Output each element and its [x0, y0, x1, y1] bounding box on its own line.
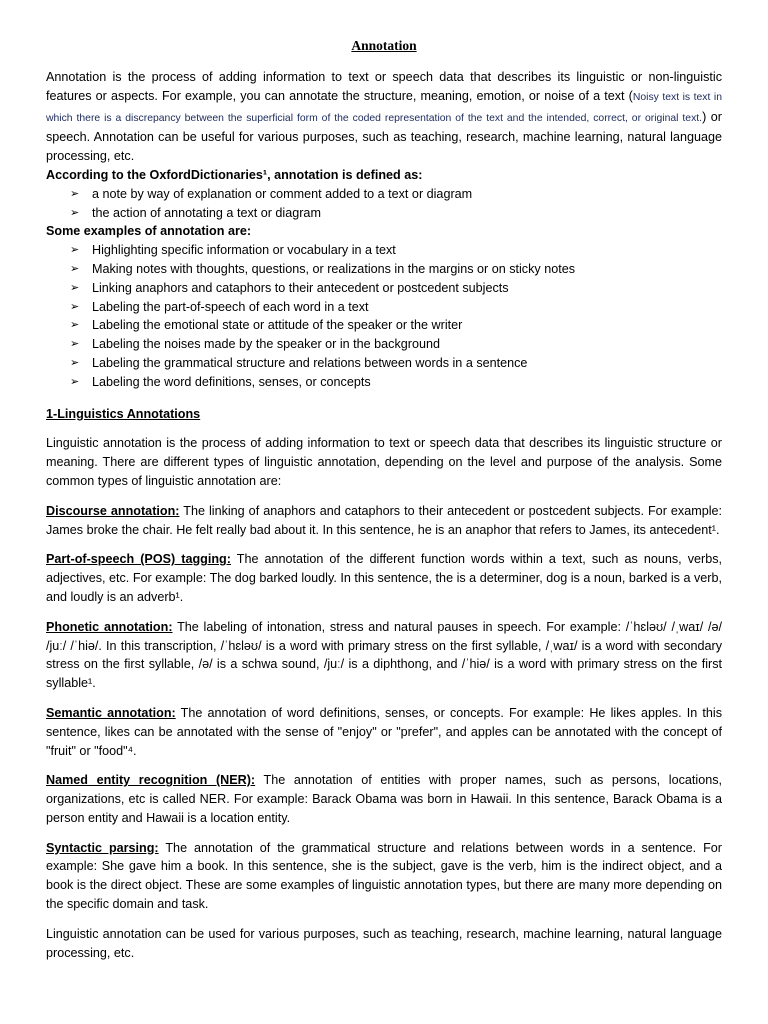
term-named-entity-recognition: Named entity recognition (NER):	[46, 773, 256, 788]
arrow-bullet-icon: ➢	[70, 281, 80, 294]
pos-tagging-paragraph: Part-of-speech (POS) tagging: The annotation of the different function words within a text, such as nouns, verbs, adjectives, etc. For example: The dog barked loudly. In this sentence, the is a determiner, dog is a noun, barked is a verb, and loudly is an adverb¹.	[46, 552, 722, 604]
ner-paragraph: Named entity recognition (NER): The annotation of entities with proper names, such as persons, locations, organizations, etc is called NER. For example: Barack Obama was born in Hawaii. In this sentence, Barack Obama is a person entity and Hawaii is a location entity.	[46, 773, 722, 825]
list-item: ➢ a note by way of explanation or comment added to a text or diagram	[70, 185, 722, 204]
list-item: ➢ Labeling the emotional state or attitude of the speaker or the writer	[70, 316, 722, 335]
definition-list	[46, 185, 722, 223]
list-item: ➢ the action of annotating a text or diagram	[70, 204, 722, 223]
list-item: ➢ Labeling the grammatical structure and relations between words in a sentence	[70, 354, 722, 373]
list-item: ➢ Labeling the part-of-speech of each word in a text	[70, 298, 722, 317]
page-title: Annotation	[351, 38, 417, 53]
examples-list	[46, 241, 722, 391]
phonetic-annotation-paragraph: Phonetic annotation: The labeling of intonation, stress and natural pauses in speech. For example: /ˈhɛləʊ/ /ˌwaɪ/ /ə/ /juː/ /ˈhiə/. In this transcription, /ˈhɛləʊ/ is a word with primary stress on the first syllable, /ˌwaɪ/ is a word with secondary stress on the first syllable, /ə/ is a schwa sound, /juː/ is a diphthong, and /ˈhiə/ is a word with primary stress on the first syllable¹.	[46, 619, 722, 691]
list-item: ➢ Labeling the noises made by the speaker or in the background	[70, 335, 722, 354]
intro-text-1: Annotation is the process of adding information to text or speech data that describes its linguistic or non-linguistic features or aspects. For example, you can annotate the structure, meaning, emotion, or noise of a text (	[46, 70, 722, 103]
arrow-bullet-icon: ➢	[70, 319, 80, 332]
discourse-annotation-paragraph: Discourse annotation: The linking of anaphors and cataphors to their antecedent or postcedent subjects. For example: James broke the chair. He felt really bad about it. In this sentence, he is an anaphor that refers to James, its antecedent¹.	[46, 503, 722, 537]
arrow-bullet-icon: ➢	[70, 262, 80, 275]
intro-text-2: ) or speech. Annotation can be useful for various purposes, such as teaching, research, machine learning, natural language processing, etc.	[46, 109, 722, 164]
list-item: ➢ Linking anaphors and cataphors to their antecedent or postcedent subjects	[70, 279, 722, 298]
arrow-bullet-icon: ➢	[70, 206, 80, 219]
arrow-bullet-icon: ➢	[70, 375, 80, 388]
term-discourse-annotation: Discourse annotation:	[46, 503, 180, 518]
arrow-bullet-icon: ➢	[70, 356, 80, 369]
list-item: ➢ Labeling the word definitions, senses, or concepts	[70, 373, 722, 392]
intro-paragraph	[46, 68, 722, 166]
term-syntactic-parsing: Syntactic parsing:	[46, 840, 159, 855]
arrow-bullet-icon: ➢	[70, 338, 80, 351]
arrow-bullet-icon: ➢	[70, 244, 80, 257]
arrow-bullet-icon: ➢	[70, 187, 80, 200]
syntactic-parsing-paragraph: Syntactic parsing: The annotation of the grammatical structure and relations between words in a sentence. For example: She gave him a book. In this sentence, she is the subject, gave is the verb, him is the indirect object, and a book is the direct object. These are some examples of linguistic annotation types, but there are many more depending on the specific domain and task.	[46, 840, 722, 912]
section-intro-paragraph: Linguistic annotation is the process of adding information to text or speech data that describes its linguistic structure or meaning. There are different types of linguistic annotation, depending on the level and purpose of the analysis. Some common types of linguistic annotation are:	[46, 436, 722, 488]
noisy-text-note: Noisy text is text in which there is a discrepancy between the superficial form of the coded representation of the text and the intended, correct, or original text.	[46, 91, 722, 124]
definition-heading: According to the OxfordDictionaries¹, annotation is defined as:	[46, 167, 423, 182]
term-semantic-annotation: Semantic annotation:	[46, 705, 176, 720]
arrow-bullet-icon: ➢	[70, 300, 80, 313]
section-heading-linguistics: 1-Linguistics Annotations	[46, 406, 201, 421]
term-phonetic-annotation: Phonetic annotation:	[46, 619, 173, 634]
examples-heading: Some examples of annotation are:	[46, 224, 252, 239]
semantic-annotation-paragraph: Semantic annotation: The annotation of word definitions, senses, or concepts. For example: He likes apples. In this sentence, likes can be annotated with the sense of "enjoy" or "prefer", and apples can be annotated with the concept of "fruit" or "food"⁴.	[46, 705, 722, 758]
closing-paragraph: Linguistic annotation can be used for various purposes, such as teaching, research, machine learning, natural language processing, etc.	[46, 926, 722, 960]
term-pos-tagging: Part-of-speech (POS) tagging:	[46, 552, 231, 567]
list-item: ➢ Highlighting specific information or vocabulary in a text	[70, 241, 722, 260]
list-item: ➢ Making notes with thoughts, questions, or realizations in the margins or on sticky notes	[70, 260, 722, 279]
